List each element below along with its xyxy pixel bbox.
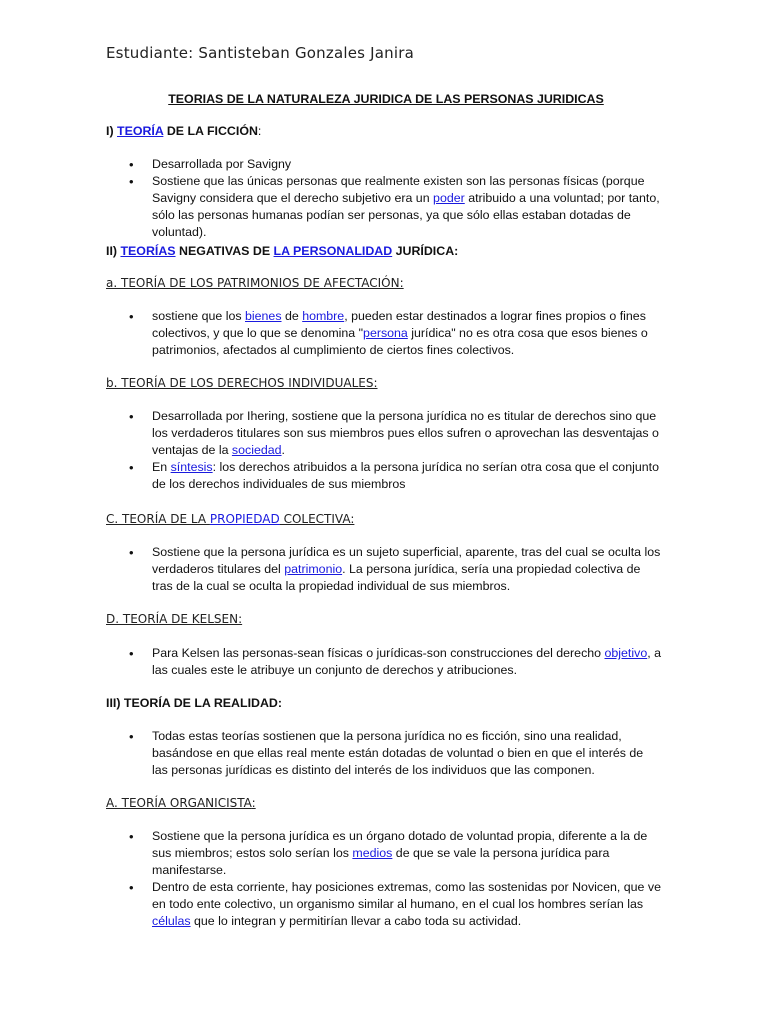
bullet-text: sostiene que los <box>152 309 245 323</box>
section-2a-list <box>106 308 662 359</box>
list-item <box>106 544 662 595</box>
sintesis-link[interactable]: síntesis <box>170 460 213 474</box>
objetivo-link[interactable]: objetivo <box>604 646 648 660</box>
medios-link[interactable]: medios <box>352 846 393 860</box>
section-2-mid: NEGATIVAS DE <box>175 244 274 258</box>
bullet-text: jurídica" no es otra cosa que esos bienes o patrimonios, afectados al cumplimiento de ciertos fines colectivos. <box>152 326 648 357</box>
section-2d-list <box>106 645 662 679</box>
bullet-text: , pueden estar destinados a lograr fines propios o fines colectivos, y que lo que se denomina " <box>152 309 646 340</box>
list-item <box>106 308 662 359</box>
list-item <box>106 156 662 173</box>
document-title: TEORIAS DE LA NATURALEZA JURIDICA DE LAS PERSONAS JURIDICAS <box>168 92 604 106</box>
section-2b-heading: b. TEORÍA DE LOS DERECHOS INDIVIDUALES: <box>106 376 378 390</box>
bullet-text: atribuido a una voluntad; por tanto, sólo las personas humanas podían ser personas, ya que sólo ellas estaban dotadas de voluntad). <box>152 191 660 239</box>
section-1-list <box>106 156 662 241</box>
list-item <box>106 459 662 493</box>
persona-link[interactable]: persona <box>363 326 408 340</box>
section-2c-heading <box>106 512 354 526</box>
heading-text: A. TEORÍA ORGANICISTA <box>106 796 252 810</box>
section-2-rest: JURÍDICA: <box>392 244 459 258</box>
section-2d-heading: D. TEORÍA DE KELSEN: <box>106 612 243 626</box>
bullet-text: , a las cuales este le atribuye un conjunto de derechos y atribuciones. <box>152 646 661 677</box>
student-name: Estudiante: Santisteban Gonzales Janira <box>106 44 414 62</box>
teorias-link[interactable]: TEORÍAS <box>120 244 176 258</box>
bullet-text: de que se vale la persona jurídica para manifestarse. <box>152 846 610 877</box>
section-2a-heading: a. TEORÍA DE LOS PATRIMONIOS DE AFECTACIÓN: <box>106 276 404 290</box>
bullet-text: Sostiene que la persona jurídica es un órgano dotado de voluntad propia, diferente a la de sus miembros; estos solo serían los <box>152 829 648 860</box>
hombre-link[interactable]: hombre <box>302 309 345 323</box>
heading-colon: : <box>251 796 256 810</box>
bullet-text: Todas estas teorías sostienen que la persona jurídica no es ficción, sino una realidad, basándose en que ellas real mente están dotadas de voluntad o bien en que el interés de las personas jurídicas es distinto del interés de los individuos que las componen. <box>152 729 644 777</box>
celulas-link[interactable]: células <box>152 914 191 928</box>
section-2-prefix: II) <box>106 244 121 258</box>
section-3-heading: III) TEORÍA DE LA REALIDAD: <box>106 696 282 710</box>
bullet-text: En <box>152 460 171 474</box>
section-1-heading <box>106 124 261 138</box>
sociedad-link[interactable]: sociedad <box>231 443 282 457</box>
bullet-text: . <box>281 443 285 457</box>
section-1-prefix: I) <box>106 124 118 138</box>
bullet-text: Sostiene que las únicas personas que realmente existen son las personas físicas (porque Savigny considera que el derecho subjetivo era un <box>152 174 645 205</box>
bullet-text: de <box>281 309 303 323</box>
section-1-rest: DE LA FICCIÓN <box>163 124 258 138</box>
personalidad-link[interactable]: LA PERSONALIDAD <box>273 244 393 258</box>
teoria-link[interactable]: TEORÍA <box>117 124 164 138</box>
poder-link[interactable]: poder <box>433 191 465 205</box>
propiedad-link[interactable]: PROPIEDAD <box>209 512 280 526</box>
bullet-text: Desarrollada por Savigny <box>152 157 292 171</box>
bienes-link[interactable]: bienes <box>245 309 282 323</box>
heading-text: COLECTIVA: <box>279 512 355 526</box>
bullet-text: : los derechos atribuidos a la persona jurídica no serían otra cosa que el conjunto de los derechos individuales de sus miembros <box>152 460 659 491</box>
list-item <box>106 728 662 779</box>
section-3a-list <box>106 828 662 930</box>
section-3-list <box>106 728 662 779</box>
section-2c-list <box>106 544 662 595</box>
patrimonio-link[interactable]: patrimonio <box>284 562 343 576</box>
section-2-heading <box>106 244 458 258</box>
heading-text: C. TEORÍA DE LA <box>106 512 210 526</box>
section-2b-list <box>106 408 662 493</box>
section-3a-heading <box>106 796 256 810</box>
list-item <box>106 408 662 459</box>
section-1-colon: : <box>257 124 262 138</box>
bullet-text: Sostiene que la persona jurídica es un sujeto superficial, aparente, tras del cual se oculta los verdaderos titulares del <box>152 545 661 576</box>
bullet-text: . La persona jurídica, sería una propiedad colectiva de tras de la cual se oculta la propiedad individual de sus miembros. <box>152 562 641 593</box>
list-item <box>106 173 662 241</box>
list-item <box>106 645 662 679</box>
list-item <box>106 879 662 930</box>
bullet-text: que lo integran y permitirían llevar a cabo toda su actividad. <box>190 914 522 928</box>
bullet-text: Dentro de esta corriente, hay posiciones extremas, como las sostenidas por Novicen, que ve en todo ente colectivo, un organismo similar al humano, en el cual los hombres serían las <box>152 880 661 911</box>
bullet-text: Para Kelsen las personas-sean físicas o jurídicas-son construcciones del derecho <box>152 646 605 660</box>
list-item <box>106 828 662 879</box>
bullet-text: Desarrollada por Ihering, sostiene que la persona jurídica no es titular de derechos sino que los verdaderos titulares son sus miembros pues ellos sufren o aprovechan las desventajas o ventajas de la <box>152 409 659 457</box>
